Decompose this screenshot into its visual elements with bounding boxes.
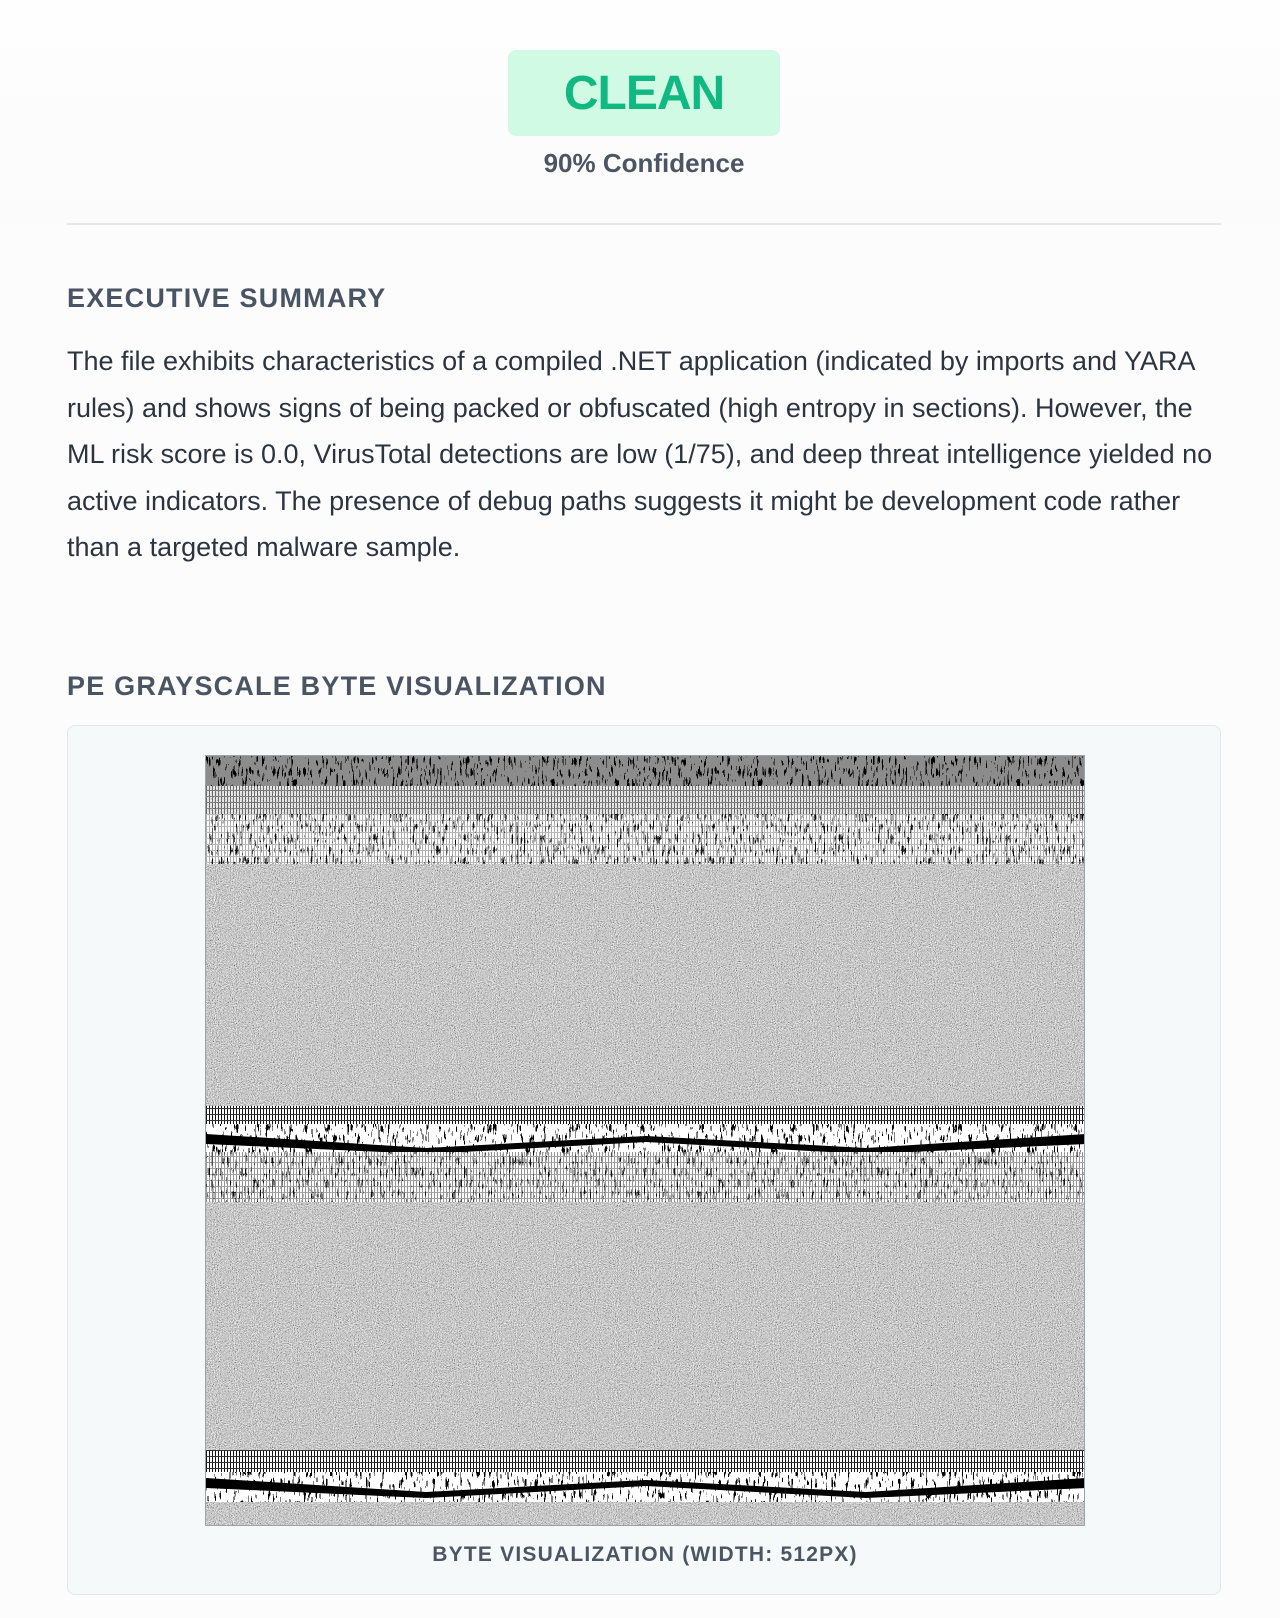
byte-visualization-image xyxy=(205,755,1085,1526)
confidence-label: 90% Confidence xyxy=(543,148,745,178)
executive-summary-text: The file exhibits characteristics of a compiled .NET application (indicated by imports and YARA rules) and shows signs of being packed or obfuscated (high entropy in sections). However, the ML risk score is 0.0, VirusTotal detections are low (1/75), and deep threat intelligence yielded no active indicators. The presence of debug paths suggests it might be development code rather than a targeted malware sample. xyxy=(67,346,1213,562)
section-divider xyxy=(67,223,1221,225)
byte-visualization-title: PE GRAYSCALE BYTE VISUALIZATION xyxy=(67,671,607,701)
executive-summary-title: EXECUTIVE SUMMARY xyxy=(67,283,387,313)
byte-visualization-caption: BYTE VISUALIZATION (WIDTH: 512PX) xyxy=(432,1543,858,1566)
verdict-section xyxy=(0,0,1280,224)
verdict-badge: CLEAN xyxy=(508,50,780,136)
byte-visualization-card xyxy=(67,725,1221,1595)
